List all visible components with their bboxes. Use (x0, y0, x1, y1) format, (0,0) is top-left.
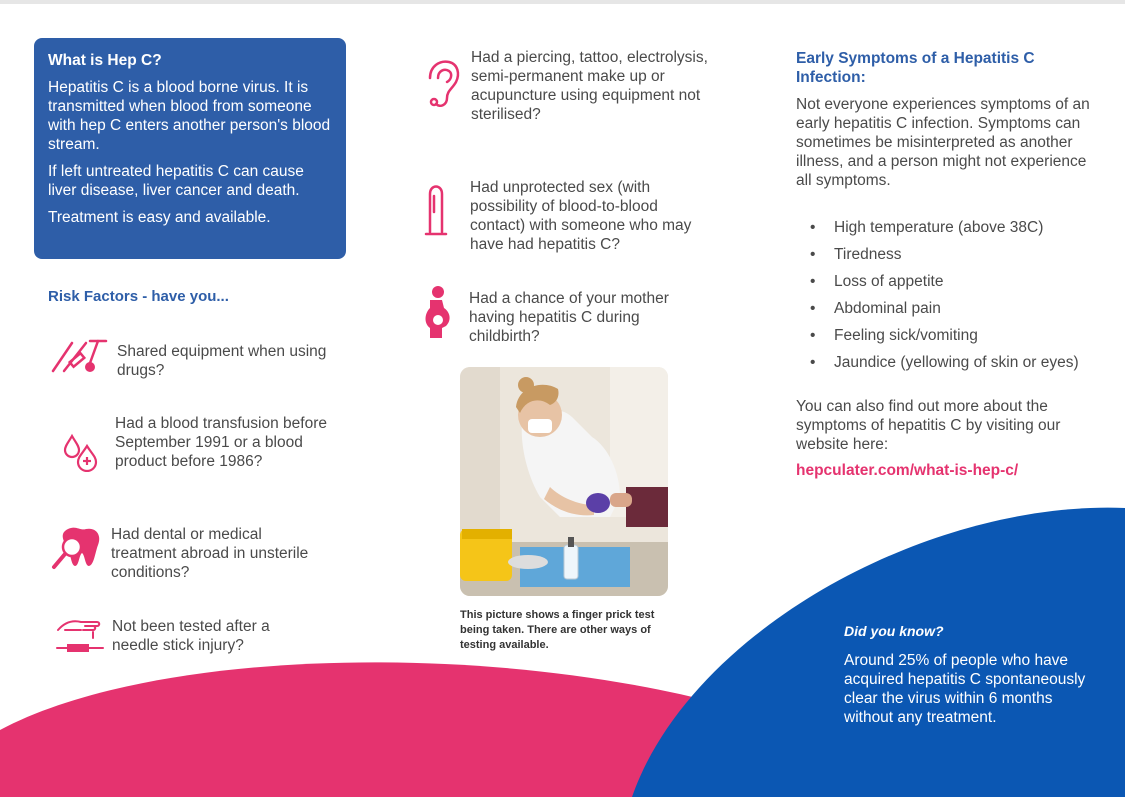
risk-item: Had a blood transfusion before September 1991 or a blood product before 1986? (115, 415, 327, 470)
bullet: • (810, 219, 816, 236)
what-is-hep-c-box (34, 38, 346, 259)
hep-box-paragraph: Treatment is easy and available. (48, 209, 271, 226)
symptom-item (806, 272, 1106, 291)
tooth-magnifier-icon (50, 525, 102, 571)
symptom-text: Tiredness (834, 246, 902, 263)
website-link[interactable]: hepculater.com/what-is-hep-c/ (796, 462, 1019, 479)
ear-piercing-icon (422, 58, 462, 110)
bullet: • (810, 273, 816, 290)
needle-hand-icon (55, 614, 107, 658)
finger-prick-test-photo (460, 367, 668, 596)
hep-box-title: What is Hep C? (48, 52, 162, 69)
symptom-text: Jaundice (yellowing of skin or eyes) (834, 354, 1079, 371)
risk-factors-title: Risk Factors - have you... (48, 288, 229, 305)
drug-equipment-icon (50, 337, 110, 377)
symptom-item (806, 353, 1084, 372)
symptom-text: Loss of appetite (834, 273, 944, 290)
symptoms-intro: Not everyone experiences symptoms of an early hepatitis C infection. Symptoms can sometimes be misinterpreted as another illness, and a person might not experience all symptoms. (796, 96, 1090, 189)
symptom-text: High temperature (above 38C) (834, 219, 1044, 236)
symptom-text: Feeling sick/vomiting (834, 327, 978, 344)
symptom-text: Abdominal pain (834, 300, 941, 317)
hep-box-paragraph: Hepatitis C is a blood borne virus. It is transmitted when blood from someone with hep C enters another person's blood stream. (48, 79, 331, 153)
risk-item: Had unprotected sex (with possibility of blood-to-blood contact) with someone who may have had hepatitis C? (470, 179, 692, 253)
symptoms-title: Early Symptoms of a Hepatitis C Infection: (796, 50, 1035, 86)
risk-item: Had a piercing, tattoo, electrolysis, semi-permanent make up or acupuncture using equipment not sterilised? (471, 49, 708, 123)
symptom-item (806, 245, 1106, 264)
hep-box-paragraph: If left untreated hepatitis C can cause liver disease, liver cancer and death. (48, 163, 304, 199)
bullet: • (810, 300, 816, 317)
pink-wave-shape (0, 662, 725, 797)
blood-drops-icon (62, 432, 102, 472)
bullet: • (810, 246, 816, 263)
risk-item: Had a chance of your mother having hepatitis C during childbirth? (469, 290, 669, 345)
symptom-item (806, 218, 1106, 237)
bullet: • (810, 327, 816, 344)
did-you-know-text: Around 25% of people who have acquired hepatitis C spontaneously clear the virus within 6 months without any treatment. (844, 652, 1086, 726)
symptom-item (806, 326, 1106, 345)
condom-icon (424, 182, 448, 238)
bullet: • (810, 354, 816, 371)
did-you-know-title: Did you know? (844, 623, 944, 639)
symptoms-more-info: You can also find out more about the symptoms of hepatitis C by visiting our website here: (796, 398, 1061, 453)
pregnant-woman-icon (418, 284, 452, 340)
photo-caption: This picture shows a finger prick test being taken. There are other ways of testing available. (460, 609, 655, 651)
symptoms-list (806, 218, 1106, 380)
risk-item: Had dental or medical treatment abroad in unsterile conditions? (111, 526, 309, 581)
risk-item: Shared equipment when using drugs? (117, 343, 327, 379)
risk-item: Not been tested after a needle stick injury? (112, 618, 270, 654)
symptom-item (806, 299, 1106, 318)
